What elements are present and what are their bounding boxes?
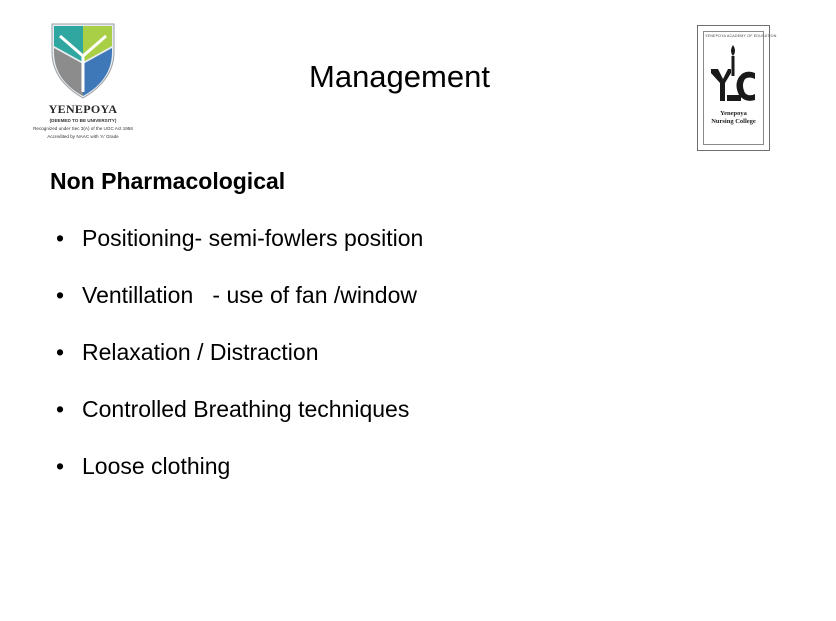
bullet-icon: •: [56, 225, 65, 251]
bullet-text: Controlled Breathing techniques: [82, 396, 410, 422]
logo-accreditation-text: Accredited by NAAC with 'A' Grade: [47, 134, 119, 139]
logo-name-line-2: Nursing College: [711, 118, 756, 125]
logo-college-name: [703, 110, 764, 126]
yenepoya-nursing-college-logo: [697, 25, 777, 151]
bullet-list: [56, 223, 424, 508]
list-item: [56, 280, 417, 337]
bullet-text: Relaxation / Distraction: [82, 339, 319, 365]
bullet-text: Ventillation - use of fan /window: [82, 282, 417, 308]
logo-name-line-1: Yenepoya: [720, 110, 747, 117]
section-heading: Non Pharmacological: [50, 168, 286, 194]
logo-brand-name: YENEPOYA: [48, 102, 118, 116]
bullet-icon: •: [56, 453, 65, 479]
list-item: [56, 337, 319, 394]
ync-monogram-icon: [709, 43, 757, 105]
yenepoya-university-logo: [24, 22, 142, 154]
logo-subtitle: (DEEMED TO BE UNIVERSITY): [49, 118, 117, 123]
shield-emblem-icon: [50, 22, 116, 100]
logo-top-line: YENEPOYA ACADEMY OF EDUCATION: [705, 34, 777, 38]
bullet-icon: •: [56, 396, 65, 422]
list-item: [56, 394, 410, 451]
bullet-icon: •: [56, 339, 65, 365]
bullet-text: Loose clothing: [82, 453, 231, 479]
bullet-text: Positioning- semi-fowlers position: [82, 225, 424, 251]
list-item: [56, 451, 231, 508]
list-item: [56, 223, 424, 280]
logo-recognition-text: Recognized under Sec 3(A) of the UGC Act 1956: [33, 126, 133, 131]
bullet-icon: •: [56, 282, 65, 308]
slide-title: Management: [309, 59, 490, 94]
